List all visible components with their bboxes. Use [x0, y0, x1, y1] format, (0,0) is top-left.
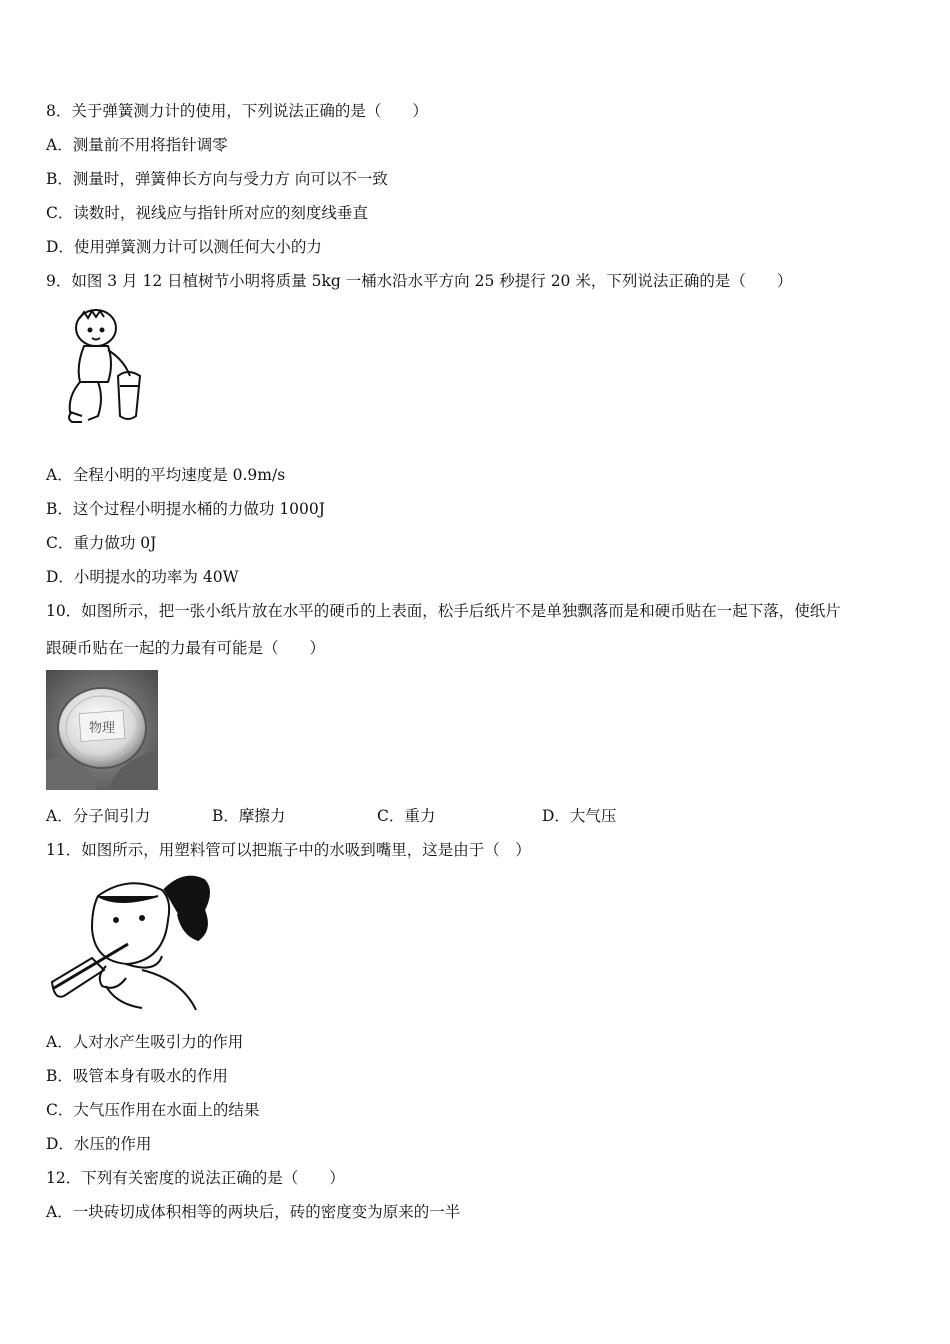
q8-option-a: A．测量前不用将指针调零	[46, 136, 228, 154]
girl-drinking-with-straw-figure	[46, 870, 218, 1012]
q11-stem: 11．如图所示，用塑料管可以把瓶子中的水吸到嘴里，这是由于（ ）	[46, 841, 531, 859]
coin-paper-label: 物理	[88, 721, 116, 736]
q10-option-b: B．摩擦力	[212, 807, 286, 825]
q10-option-d: D．大气压	[542, 807, 617, 825]
q10-option-c: C．重力	[377, 807, 436, 825]
q11-option-b: B．吸管本身有吸水的作用	[46, 1067, 228, 1085]
q10-stem-line1: 10．如图所示，把一张小纸片放在水平的硬币的上表面，松手后纸片不是单独飘落而是和硬币贴在一起下落，使纸片	[46, 602, 841, 620]
q9-option-c: C．重力做功 0J	[46, 534, 157, 552]
q10-options-row	[46, 806, 616, 826]
q11-option-a: A．人对水产生吸引力的作用	[46, 1033, 244, 1051]
boy-carrying-bucket-figure	[58, 306, 158, 432]
q12-stem: 12．下列有关密度的说法正确的是（ ）	[46, 1169, 345, 1187]
coin-with-paper-photo	[46, 670, 158, 790]
q8-option-c: C．读数时，视线应与指针所对应的刻度线垂直	[46, 204, 368, 222]
q10-option-a: A．分子间引力	[46, 807, 151, 825]
q9-option-b: B．这个过程小明提水桶的力做功 1000J	[46, 500, 325, 518]
q9-option-a: A．全程小明的平均速度是 0.9m/s	[46, 466, 286, 484]
q12-option-a: A．一块砖切成体积相等的两块后，砖的密度变为原来的一半	[46, 1203, 461, 1221]
q8-option-b: B．测量时，弹簧伸长方向与受力方 向可以不一致	[46, 170, 388, 188]
q9-option-d: D．小明提水的功率为 40W	[46, 568, 239, 586]
q8-stem: 8．关于弹簧测力计的使用，下列说法正确的是（ ）	[46, 102, 428, 120]
q10-stem-line2: 跟硬币贴在一起的力最有可能是（ ）	[46, 639, 326, 657]
q9-stem: 9．如图 3 月 12 日植树节小明将质量 5kg 一桶水沿水平方向 25 秒提行 20 米，下列说法正确的是（ ）	[46, 272, 793, 290]
q8-option-d: D．使用弹簧测力计可以测任何大小的力	[46, 238, 322, 256]
q11-option-d: D．水压的作用	[46, 1135, 152, 1153]
q11-option-c: C．大气压作用在水面上的结果	[46, 1101, 260, 1119]
